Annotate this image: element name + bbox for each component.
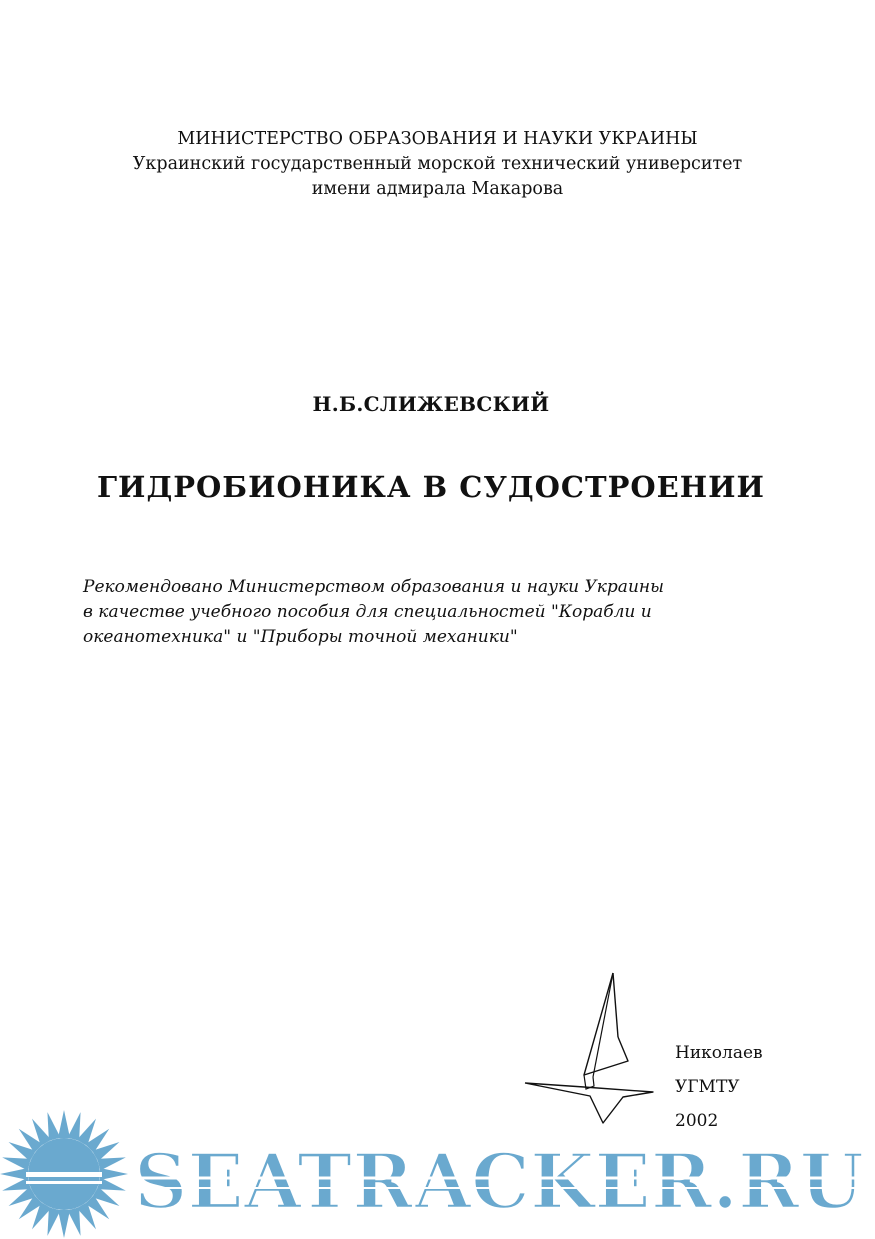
watermark-text: SEATRACKER.RU (134, 1137, 864, 1226)
book-title: ГИДРОБИОНИКА В СУДОСТРОЕНИИ (97, 470, 765, 504)
sun-icon (0, 1110, 128, 1238)
seatracker-watermark (0, 1108, 875, 1239)
university-honorific: имени адмирала Макарова (311, 179, 564, 199)
recommendation-note (83, 575, 783, 650)
recommendation-line: Рекомендовано Министерством образования и науки Украины (83, 577, 664, 597)
publisher-city: Николаев (675, 1043, 763, 1063)
publication-year: 2002 (675, 1111, 719, 1131)
recommendation-line: в качестве учебного пособия для специальностей "Корабли и (83, 602, 652, 622)
publisher-name: УГМТУ (675, 1077, 740, 1097)
sailboat-icon (518, 965, 658, 1130)
author-name: Н.Б.СЛИЖЕВСКИЙ (312, 392, 550, 416)
university-name: Украинский государственный морской технический университет (132, 154, 743, 174)
ministry-header (0, 127, 875, 202)
ministry-name: МИНИСТЕРСТВО ОБРАЗОВАНИЯ И НАУКИ УКРАИНЫ (177, 129, 698, 149)
recommendation-line: океанотехника" и "Приборы точной механики" (83, 627, 518, 647)
